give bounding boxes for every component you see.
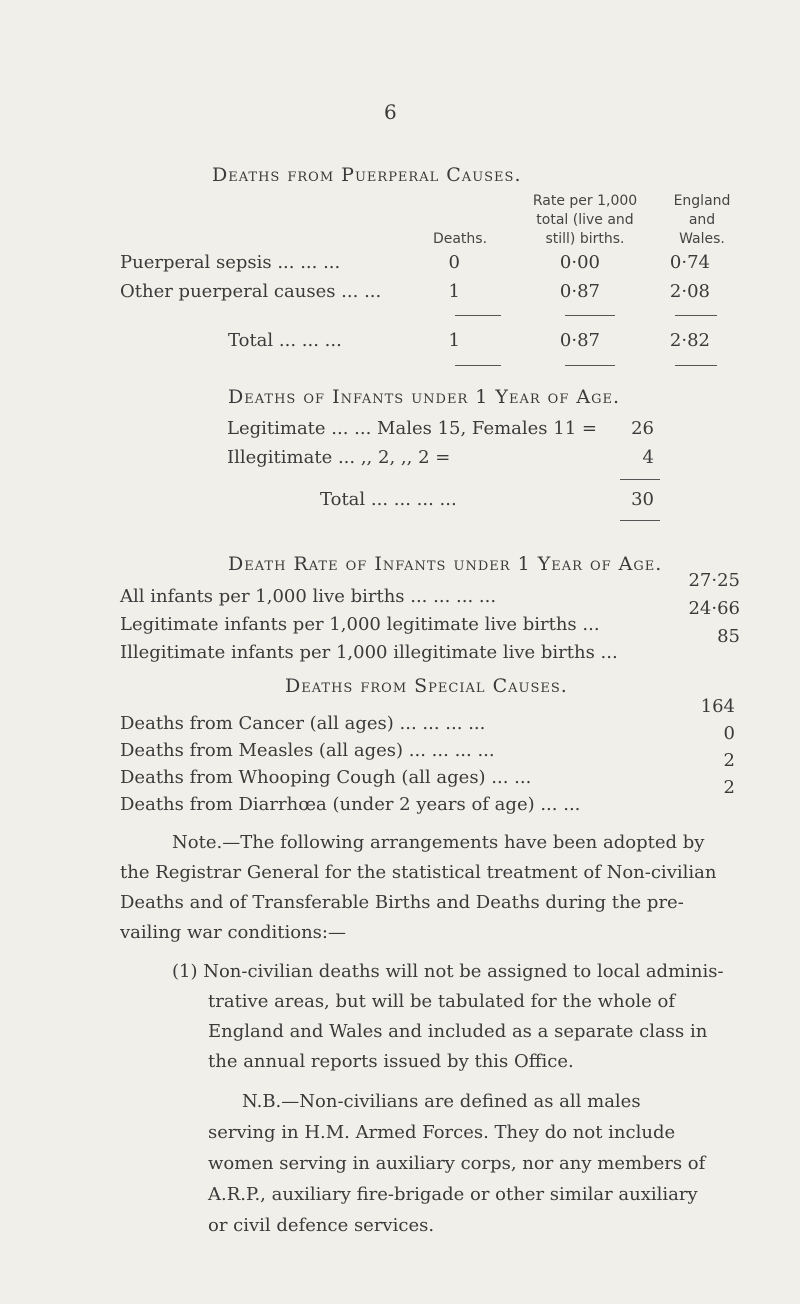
col-deaths-header: Deaths. [432, 231, 488, 247]
note-line: Deaths and of Transferable Births and Deaths during the pre- [120, 892, 684, 913]
rate-row-value: 24·66 [688, 598, 740, 619]
special-row-label: Deaths from Whooping Cough (all ages) ... ... [120, 767, 532, 788]
puerperal-heading: Deaths from Puerperal Causes. [212, 164, 522, 186]
infants-total-value: 30 [631, 489, 654, 510]
special-row-value: 0 [723, 723, 735, 744]
puerperal-row-label: Other puerperal causes ... ... [120, 281, 382, 302]
puerperal-total-ew: 2·82 [669, 330, 710, 351]
col-ew-line: England [673, 193, 731, 209]
rate-row-value: 27·25 [688, 570, 740, 591]
note-item-line: England and Wales and included as a separate class in [208, 1021, 708, 1042]
rate-row-label: Illegitimate infants per 1,000 illegitimate live births ... [120, 642, 618, 663]
nb-line: A.R.P., auxiliary fire-brigade or other similar auxiliary [208, 1184, 698, 1205]
puerperal-row-ew: 2·08 [669, 281, 710, 302]
infants-row-label: Legitimate ... ... Males 15, Females 11 = [227, 418, 597, 439]
col-ew-line: Wales. [679, 231, 725, 247]
rule [455, 315, 501, 316]
col-rate-line: Rate per 1,000 [532, 193, 638, 209]
infants-total-label: Total ... ... ... ... [320, 489, 457, 510]
puerperal-row-label: Puerperal sepsis ... ... ... [120, 252, 341, 273]
rule [675, 365, 717, 366]
note-line: vailing war conditions:— [120, 922, 346, 943]
col-rate-line: total (live and [536, 212, 634, 228]
note-line: the Registrar General for the statistical treatment of Non-civilian [120, 862, 717, 883]
infants-row-label: Illegitimate ... ,, 2, ,, 2 = [227, 447, 451, 468]
note-item-line: the annual reports issued by this Office. [208, 1051, 574, 1072]
infants-row-value: 26 [631, 418, 654, 439]
rate-row-label: All infants per 1,000 live births ... ... ... ... [120, 586, 497, 607]
puerperal-row-deaths: 0 [448, 252, 460, 273]
rate-row-value: 85 [717, 626, 740, 647]
puerperal-total-deaths: 1 [448, 330, 460, 351]
col-ew-line: and [688, 212, 716, 228]
note-item-line: trative areas, but will be tabulated for the whole of [208, 991, 676, 1012]
puerperal-row-rate: 0·87 [559, 281, 600, 302]
special-row-label: Deaths from Measles (all ages) ... ... ... ... [120, 740, 495, 761]
puerperal-total-label: Total ... ... ... [228, 330, 342, 351]
rule [620, 479, 660, 480]
nb-line: N.B.—Non-civilians are defined as all males [242, 1091, 641, 1112]
rule [620, 520, 660, 521]
special-row-label: Deaths from Diarrhœa (under 2 years of age) ... ... [120, 794, 581, 815]
rule [455, 365, 501, 366]
col-rate-header [520, 192, 650, 249]
rule [565, 365, 615, 366]
rate-heading: Death Rate of Infants under 1 Year of Age. [228, 553, 663, 575]
col-rate-line: still) births. [545, 231, 625, 247]
puerperal-row-rate: 0·00 [559, 252, 600, 273]
note-line: Note.—The following arrangements have been adopted by [172, 832, 705, 853]
col-ew-header [652, 192, 752, 249]
puerperal-total-rate: 0·87 [559, 330, 600, 351]
nb-line: serving in H.M. Armed Forces. They do not include [208, 1122, 676, 1143]
rule [675, 315, 717, 316]
rule [565, 315, 615, 316]
special-row-value: 164 [700, 696, 735, 717]
note-item-line: (1) Non-civilian deaths will not be assigned to local adminis- [172, 961, 724, 982]
infants-heading: Deaths of Infants under 1 Year of Age. [228, 386, 621, 408]
nb-line: women serving in auxiliary corps, nor any members of [208, 1153, 706, 1174]
special-row-label: Deaths from Cancer (all ages) ... ... ... ... [120, 713, 486, 734]
page-number: 6 [384, 100, 397, 124]
rate-row-label: Legitimate infants per 1,000 legitimate live births ... [120, 614, 600, 635]
special-row-value: 2 [723, 777, 735, 798]
special-row-value: 2 [723, 750, 735, 771]
puerperal-row-ew: 0·74 [669, 252, 710, 273]
special-heading: Deaths from Special Causes. [285, 675, 568, 697]
infants-row-value: 4 [642, 447, 654, 468]
puerperal-row-deaths: 1 [448, 281, 460, 302]
nb-line: or civil defence services. [208, 1215, 435, 1236]
